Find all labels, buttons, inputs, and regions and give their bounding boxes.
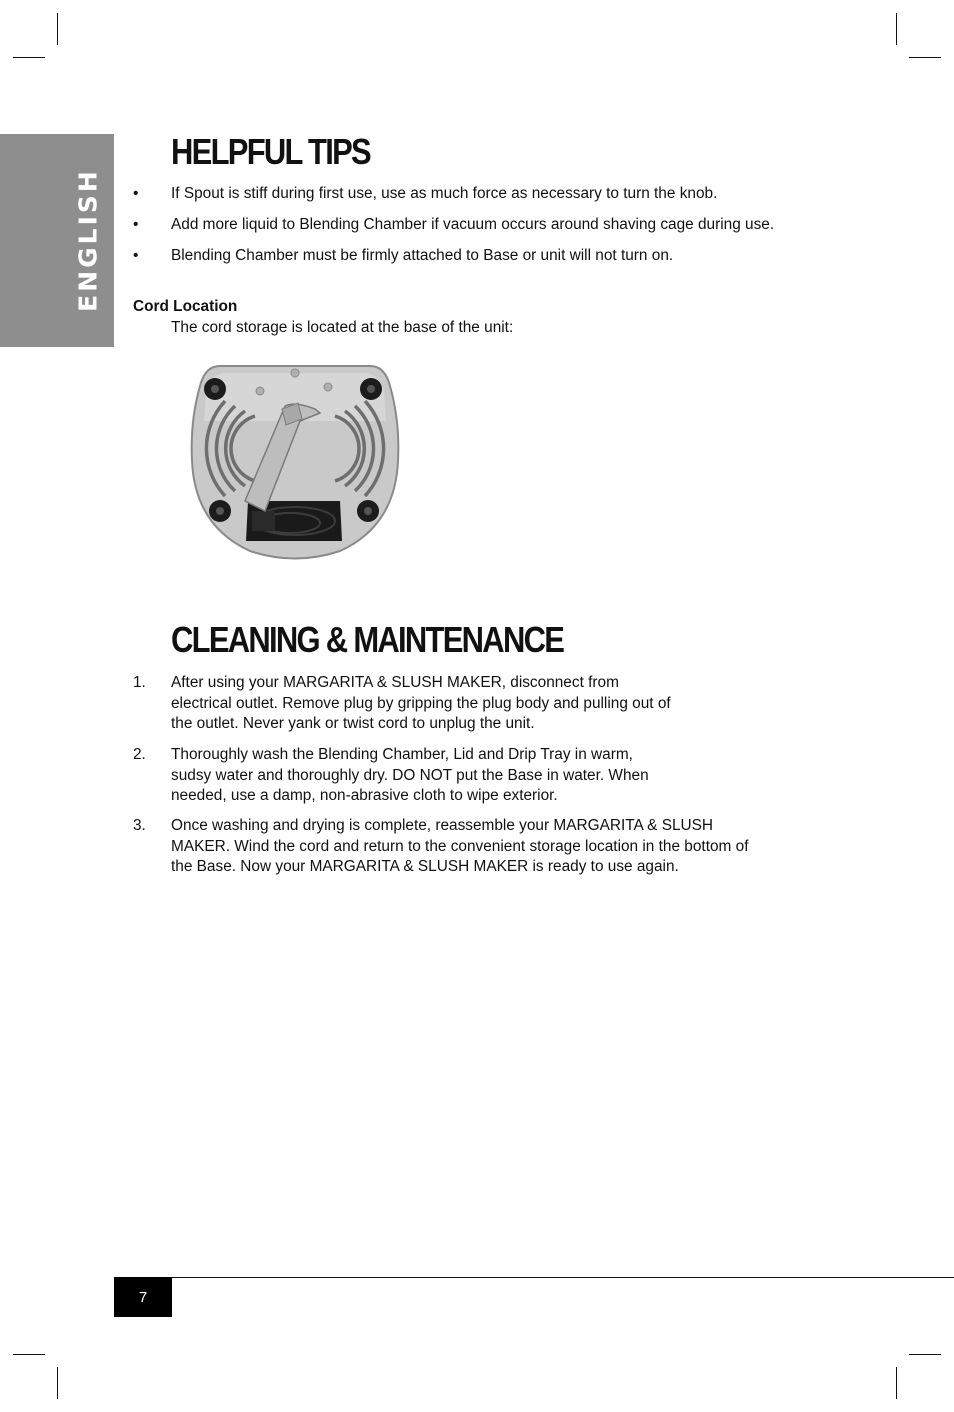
tip-item: Blending Chamber must be firmly attached to Base or unit will not turn on. [171, 247, 674, 264]
crop-mark [909, 57, 941, 58]
step-text: After using your MARGARITA & SLUSH MAKER, disconnect from electrical outlet. Remove plug by gripping the plug body and pulling out of the outlet. Never yank or twist cord to unplug the unit. [171, 674, 671, 732]
language-label: ENGLISH [73, 168, 103, 312]
tip-item: Add more liquid to Blending Chamber if vacuum occurs around shaving cage during use. [171, 216, 775, 233]
crop-mark [57, 13, 58, 45]
page-number: 7 [114, 1277, 172, 1317]
bullet: • [133, 216, 139, 233]
crop-mark [896, 13, 897, 45]
crop-mark [57, 1367, 58, 1399]
tip-item: If Spout is stiff during first use, use as much force as necessary to turn the knob. [171, 185, 718, 202]
crop-mark [896, 1367, 897, 1399]
step-number: 1. [133, 674, 146, 691]
footer-rule [114, 1277, 954, 1278]
step-text: Once washing and drying is complete, reassemble your MARGARITA & SLUSH MAKER. Wind the cord and return to the convenient storage location in the bottom of the Base. Now your MARGARITA & SLUSH MAKER is ready to use again. [171, 817, 749, 875]
cord-location-description: The cord storage is located at the base of the unit: [171, 319, 514, 336]
crop-mark [13, 57, 45, 58]
base-underside-photo [190, 361, 400, 561]
bullet: • [133, 185, 139, 202]
cord-location-title: Cord Location [133, 298, 238, 315]
step-text: Thoroughly wash the Blending Chamber, Lid and Drip Tray in warm, sudsy water and thoroughly dry. DO NOT put the Base in water. When needed, use a damp, non-abrasive cloth to wipe exterior. [171, 746, 649, 804]
crop-mark [909, 1354, 941, 1355]
cleaning-maintenance-heading: CLEANING & MAINTENANCE [171, 619, 564, 660]
helpful-tips-heading: HELPFUL TIPS [171, 131, 370, 172]
crop-mark [13, 1354, 45, 1355]
bullet: • [133, 247, 139, 264]
step-number: 3. [133, 817, 146, 834]
step-number: 2. [133, 746, 146, 763]
